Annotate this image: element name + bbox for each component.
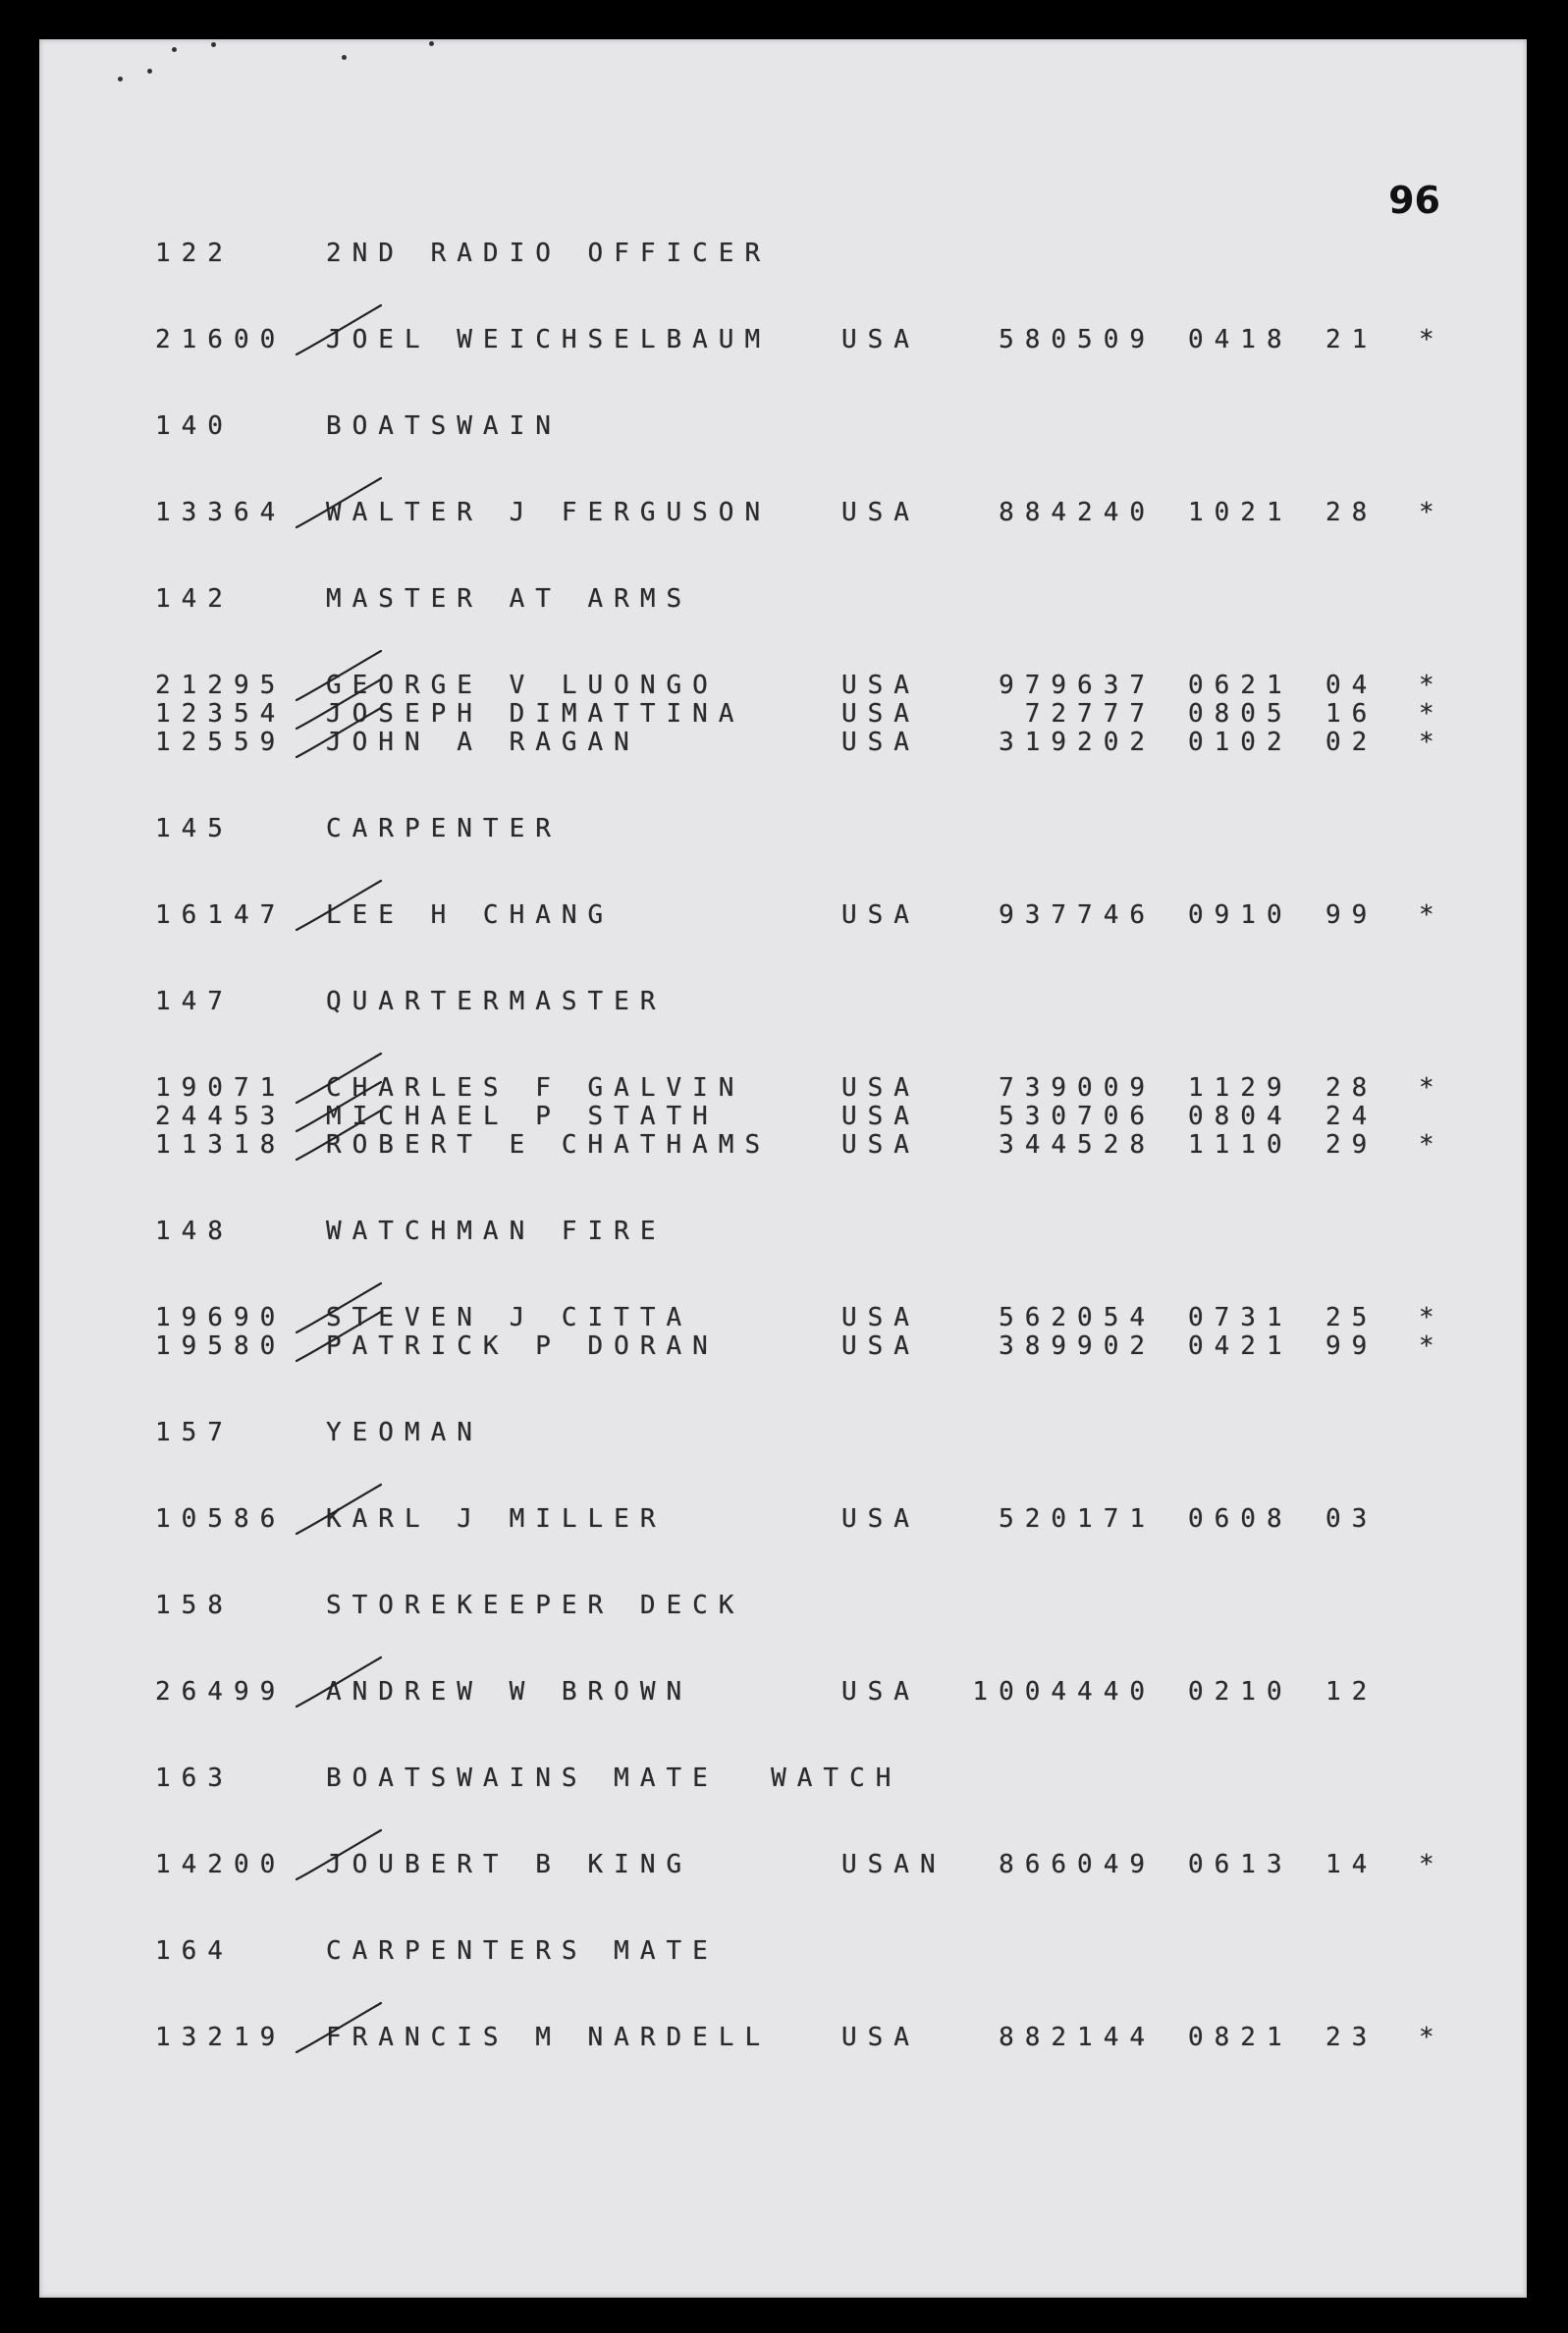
roster-page [39,39,1527,2298]
entry-code: 0421 [1188,1331,1293,1361]
entry-age: 04 [1325,671,1379,700]
nationality: USA [841,1677,920,1707]
crew-name: JOHN A RAGAN [326,728,640,757]
entry-id: 19690 [155,1303,287,1332]
section-code: 164 [155,1936,234,1966]
entry-id: 12559 [155,728,287,757]
asterisk-mark: * [1419,1850,1445,1879]
entry-age: 14 [1325,1850,1379,1879]
section-title: CARPENTER [326,814,562,843]
document-number: 319202 [999,728,1156,757]
asterisk-mark: * [1419,728,1445,757]
entry-id: 19071 [155,1073,287,1103]
entry-age: 03 [1325,1504,1379,1534]
ink-speck [172,47,177,52]
entry-id: 26499 [155,1677,287,1707]
crew-name: PATRICK P DORAN [326,1331,719,1361]
section-title: STOREKEEPER DECK [326,1591,745,1620]
crew-name: ROBERT E CHATHAMS [326,1130,772,1160]
nationality: USA [841,325,920,354]
document-number: 1004440 [972,1677,1156,1707]
entry-code: 0613 [1188,1850,1293,1879]
document-number: 884240 [999,498,1156,527]
nationality: USA [841,1331,920,1361]
nationality: USA [841,671,920,700]
nationality: USA [841,1102,920,1131]
entry-age: 99 [1325,900,1379,930]
ink-speck [429,41,434,46]
crew-name: JOSEPH DIMATTINA [326,699,745,729]
section-code: 145 [155,814,234,843]
entry-id: 13219 [155,2023,287,2052]
section-title: MASTER AT ARMS [326,584,693,614]
entry-id: 19580 [155,1331,287,1361]
asterisk-mark: * [1419,1130,1445,1160]
document-number: 389902 [999,1331,1156,1361]
document-number: 739009 [999,1073,1156,1103]
nationality: USA [841,900,920,930]
document-number: 882144 [999,2023,1156,2052]
entry-age: 12 [1325,1677,1379,1707]
section-title: YEOMAN [326,1418,483,1447]
asterisk-mark: * [1419,2023,1445,2052]
page-number: 96 [1388,179,1440,222]
section-code: 148 [155,1217,234,1246]
entry-id: 16147 [155,900,287,930]
section-title: BOATSWAINS MATE WATCH [326,1763,902,1793]
crew-name: JOEL WEICHSELBAUM [326,325,772,354]
section-title: QUARTERMASTER [326,987,667,1016]
crew-name: JOUBERT B KING [326,1850,693,1879]
nationality: USA [841,2023,920,2052]
entry-id: 12354 [155,699,287,729]
document-number: 937746 [999,900,1156,930]
nationality: USA [841,699,920,729]
asterisk-mark: * [1419,1303,1445,1332]
document-number: 866049 [999,1850,1156,1879]
nationality: USA [841,1303,920,1332]
asterisk-mark: * [1419,1331,1445,1361]
entry-id: 21295 [155,671,287,700]
section-code: 157 [155,1418,234,1447]
section-code: 163 [155,1763,234,1793]
section-title: 2ND RADIO OFFICER [326,239,772,268]
checkmark-layer [39,39,1527,2298]
entry-code: 0731 [1188,1303,1293,1332]
entry-code: 0102 [1188,728,1293,757]
entry-code: 0821 [1188,2023,1293,2052]
nationality: USA [841,728,920,757]
entry-code: 0418 [1188,325,1293,354]
nationality: USA [841,1130,920,1160]
asterisk-mark: * [1419,900,1445,930]
crew-name: STEVEN J CITTA [326,1303,693,1332]
nationality: USA [841,1073,920,1103]
entry-age: 25 [1325,1303,1379,1332]
document-number: 530706 [999,1102,1156,1131]
document-number: 520171 [999,1504,1156,1534]
entry-id: 24453 [155,1102,287,1131]
entry-age: 02 [1325,728,1379,757]
section-title: WATCHMAN FIRE [326,1217,667,1246]
entry-code: 0804 [1188,1102,1293,1131]
asterisk-mark: * [1419,1073,1445,1103]
asterisk-mark: * [1419,498,1445,527]
section-code: 147 [155,987,234,1016]
asterisk-mark: * [1419,699,1445,729]
entry-id: 10586 [155,1504,287,1534]
entry-age: 28 [1325,498,1379,527]
crew-name: GEORGE V LUONGO [326,671,719,700]
section-code: 122 [155,239,234,268]
section-code: 142 [155,584,234,614]
document-number: 72777 [1024,699,1156,729]
crew-name: ANDREW W BROWN [326,1677,693,1707]
section-code: 140 [155,411,234,441]
crew-name: LEE H CHANG [326,900,615,930]
ink-speck [342,55,347,60]
document-number: 344528 [999,1130,1156,1160]
entry-id: 14200 [155,1850,287,1879]
document-number: 979637 [999,671,1156,700]
document-number: 562054 [999,1303,1156,1332]
entry-age: 21 [1325,325,1379,354]
entry-age: 28 [1325,1073,1379,1103]
entry-age: 29 [1325,1130,1379,1160]
section-code: 158 [155,1591,234,1620]
entry-code: 0805 [1188,699,1293,729]
document-number: 580509 [999,325,1156,354]
crew-name: FRANCIS M NARDELL [326,2023,772,2052]
entry-age: 99 [1325,1331,1379,1361]
entry-code: 1110 [1188,1130,1293,1160]
nationality: USA [841,498,920,527]
nationality: USA [841,1504,920,1534]
entry-age: 23 [1325,2023,1379,2052]
entry-id: 21600 [155,325,287,354]
crew-name: MICHAEL P STATH [326,1102,719,1131]
ink-speck [118,77,123,81]
entry-code: 1021 [1188,498,1293,527]
entry-code: 0608 [1188,1504,1293,1534]
entry-id: 13364 [155,498,287,527]
ink-speck [147,69,152,74]
section-title: CARPENTERS MATE [326,1936,719,1966]
entry-age: 24 [1325,1102,1379,1131]
section-title: BOATSWAIN [326,411,562,441]
crew-name: CHARLES F GALVIN [326,1073,745,1103]
asterisk-mark: * [1419,671,1445,700]
entry-code: 1129 [1188,1073,1293,1103]
ink-speck [211,42,216,47]
entry-code: 0910 [1188,900,1293,930]
entry-id: 11318 [155,1130,287,1160]
nationality: USAN [841,1850,946,1879]
entry-code: 0210 [1188,1677,1293,1707]
entry-code: 0621 [1188,671,1293,700]
crew-name: KARL J MILLER [326,1504,667,1534]
asterisk-mark: * [1419,325,1445,354]
crew-name: WALTER J FERGUSON [326,498,772,527]
entry-age: 16 [1325,699,1379,729]
